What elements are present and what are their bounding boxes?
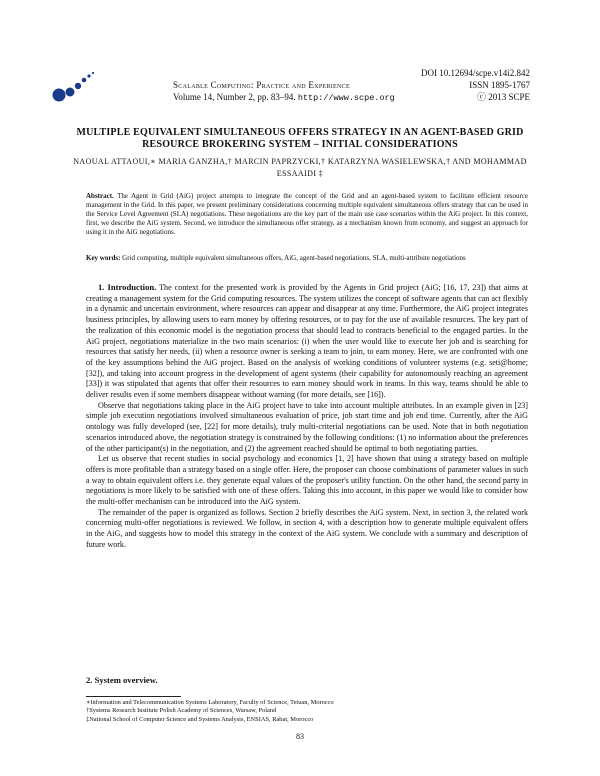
issn: ISSN 1895-1767 [469,80,530,90]
abstract-text: The Agent in Grid (AiG) project attempts to integrate the concept of the Grid and an agent-based system to facilitate efficient resource management in the Grid. In this paper, we present preliminary considerations concerning multiple equivalent simultaneous offers strategy that can be used in the Service Level Agreement (SLA) negotiations. These negotiations are the key part of the main use case scenarios within the AiG project. In this context, first, we describe the AiG system. Second, we introduce the simultaneous offer strategy, as a mechanism known from economy, and suggest an approach for using it in the AiG negotiations. [86,192,529,236]
intro-paragraph-4: The remainder of the paper is organized as follows. Section 2 briefly describes the AiG system. Next, in section 3, the related work concerning multi-offer negotiations is reviewed. We follow, in section 4, with a description how to generate multiple equivalent offers in the AiG, and suggests how to model this strategy in the context of the AiG system. We conclude with a summary and description of future work. [86,507,528,549]
journal-name: Scalable Computing: Practice and Experience [173,80,350,90]
abstract [86,192,528,237]
authors-line-2: ESSAAIDI ‡ [276,169,324,178]
page-number: 83 [296,732,304,741]
footnote-rule [86,696,181,697]
keywords-label: Key words: [86,254,121,262]
journal-header [173,80,530,104]
copyright: ⓒ 2013 SCPE [476,91,530,102]
intro-paragraph-3: Let us observe that recent studies in social psychology and economics [1, 2] have shown that using a strategy based on multiple offers is more profitable than a strategy based on a single offer. Here, the proposer can choose combinations of parameter values in such a way to obtain equivalent offers i.e. they generate equal values of the proposer's utility function. On the other hand, the second party in negotiations is more likely to be satisfied with one of these offers. Taking this into account, in this paper we would like to consider how the multi-offer mechanism can be introduced into the AiG system. [86,454,528,507]
footnote-3: ‡National School of Computer Science and Systems Analysis, ENSIAS, Rabat, Morocco [86,715,314,723]
section-2-heading: 2. System overview. [86,675,158,685]
paper-title: MULTIPLE EQUIVALENT SIMULTANEOUS OFFERS STRATEGY IN AN AGENT-BASED GRID RESOURCE BROKERING SYSTEM – INITIAL CONSIDERATIONS [76,127,524,150]
footnotes [86,699,528,724]
intro-paragraph-2: Observe that negotiations taking place in the AiG project have to take into account multiple attributes. In an example given in [23] simple job execution negotiations involved simultaneous evaluation of price, job start time and job end time. Currently, after the AiG ontology was fully developed (see, [22] for more details), truly multi-criterial negotiations can be used. Note that in both negotiation scenarios introduced above, the negotiation strategy is constrained by the following conditions: (1) no information about the preferences of the other participant(s) in the negotiation, and (2) the agreement reached should be optimal to both negotiating parties. [86,400,528,453]
footnote-1: ∗Information and Telecommunication Systems Laboratory, Faculty of Science, Tetuan, Morocco [86,699,334,706]
scpe-logo [52,70,98,104]
doi: DOI 10.12694/scpe.v14i2.842 [421,68,530,78]
author-list [60,156,540,180]
volume-info: Volume 14, Number 2, pp. 83–94. [173,91,296,102]
section-1-heading: 1. Introduction. [98,282,157,292]
footnote-2: †Systems Research Institute Polish Academy of Sciences, Warsaw, Poland [86,707,277,715]
intro-paragraph-1: The context for the presented work is provided by the Agents in Grid project (AiG; [16, 17, 23]) that aims at creating a management system for the Grid computing resources. The system utilizes the concept of software agents that can act flexibly in a dynamic and uncertain environment, where resources can appear and disappear at any time. Furthermore, the AiG project integrates business principles, by allowing users to earn money by offering resources, or to pay for the use of available resources. The key part of the realization of this economic model is the negotiation process that should lead to contracts beneficial to the engaged parties. In the AiG project, negotiations materialize in the two main scenarios: (i) when the user would like to execute her job and is searching for resources that satisfy her needs, (ii) when a resource owner is seeking a team to join, to earn money. Here, we are confronted with one of the key assumptions behind the AiG project. Based on the analysis of working conditions of volunteer systems (e.g. seti@home; [32]), and taking into account progress in the development of agent systems (their capability for autonomously reaching an agreement [33]) it was stipulated that agents that offer their resources to earn money should work in teams. In this way, teams should be able to deliver results even if some members disappear without warning (for more details, see [16]). [86,283,528,400]
journal-url[interactable]: http://www.scpe.org [297,92,395,103]
section-introduction [86,282,528,551]
abstract-label: Abstract. [86,192,114,200]
authors-line-1: NAOUAL ATTAOUI,∗ MARIA GANZHA,† MARCIN PAPRZYCKI,† KATARZYNA WASIELEWSKA,† AND MOHAMMAD [73,157,527,166]
keywords-text: Grid computing, multiple equivalent simultaneous offers, AiG, agent-based negotiations, SLA, multi-attribute negotiations [122,254,466,262]
keywords [86,254,528,263]
